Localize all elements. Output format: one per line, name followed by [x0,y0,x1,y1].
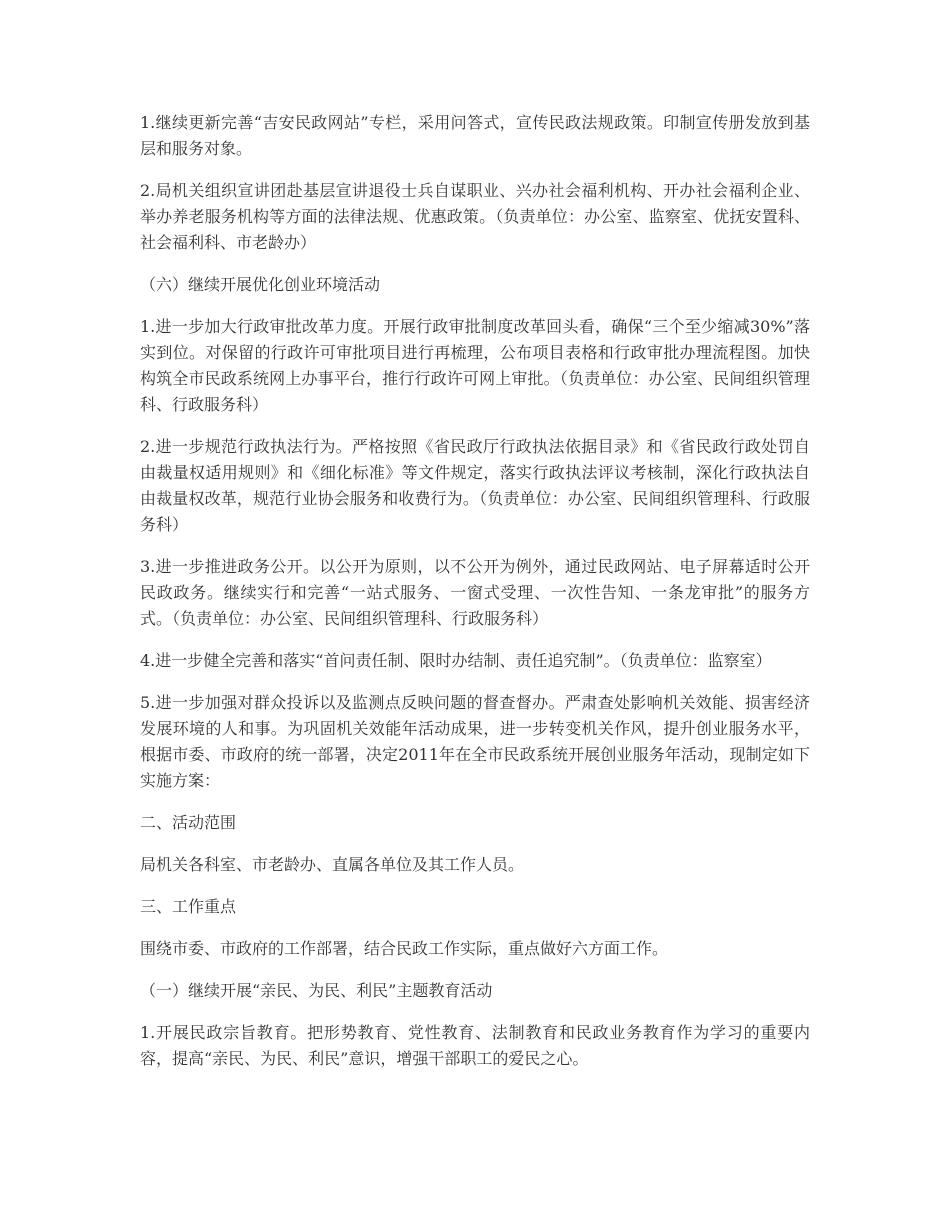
document-body [140,110,810,1088]
paragraph-website-column: 1.继续更新完善“吉安民政网站”专栏，采用问答式，宣传民政法规政策。印制宣传册发放到基层和服务对象。 [140,113,810,158]
paragraph-lecture-group: 2.局机关组织宣讲团赴基层宣讲退役士兵自谋职业、兴办社会福利机构、开办社会福利企业、举办养老服务机构等方面的法律法规、优惠政策。（负责单位：办公室、监察室、优抚安置科、社会福利科、市老龄办） [140,181,810,252]
paragraph-approval-reform: 1.进一步加大行政审批改革力度。开展行政审批制度改革回头看，确保“三个至少缩减30%”落实到位。对保留的行政许可审批项目进行再梳理，公布项目表格和行政审批办理流程图。加快构筑全市民政系统网上办事平台，推行行政许可网上审批。（负责单位：办公室、民间组织管理科、行政服务科） [140,317,810,414]
paragraph-focus: 围绕市委、市政府的工作部署，结合民政工作实际，重点做好六方面工作。 [140,939,669,958]
paragraph-purpose-education: 1.开展民政宗旨教育。把形势教育、党性教育、法制教育和民政业务教育作为学习的重要内容，提高“亲民、为民、利民”意识，增强干部职工的爱民之心。 [140,1023,810,1068]
section-heading-six: （六）继续开展优化创业环境活动 [140,275,381,294]
paragraph-responsibility-system: 4.进一步健全完善和落实“首问责任制、限时办结制、责任追究制”。（负责单位：监察室） [140,651,772,670]
section-heading-scope: 二、活动范围 [140,813,237,832]
section-heading-one: （一）继续开展“亲民、为民、利民”主题教育活动 [140,981,493,1000]
paragraph-complaint-supervision: 5.进一步加强对群众投诉以及监测点反映问题的督查督办。严肃查处影响机关效能、损害经济发展环境的人和事。为巩固机关效能年活动成果，进一步转变机关作风，提升创业服务水平，根据市委、市政府的统一部署，决定2011年在全市民政系统开展创业服务年活动，现制定如下实施方案： [140,693,810,790]
section-heading-focus: 三、工作重点 [140,897,237,916]
paragraph-scope: 局机关各科室、市老龄办、直属各单位及其工作人员。 [140,855,525,874]
paragraph-open-affairs: 3.进一步推进政务公开。以公开为原则，以不公开为例外，通过民政网站、电子屏幕适时公开民政政务。继续实行和完善“一站式服务、一窗式受理、一次性告知、一条龙审批”的服务方式。（负责单位：办公室、民间组织管理科、行政服务科） [140,557,810,628]
paragraph-law-enforcement: 2.进一步规范行政执法行为。严格按照《省民政厅行政执法依据目录》和《省民政行政处罚自由裁量权适用规则》和《细化标准》等文件规定，落实行政执法评议考核制，深化行政执法自由裁量权改革，规范行业协会服务和收费行为。（负责单位：办公室、民间组织管理科、行政服务科） [140,437,810,534]
